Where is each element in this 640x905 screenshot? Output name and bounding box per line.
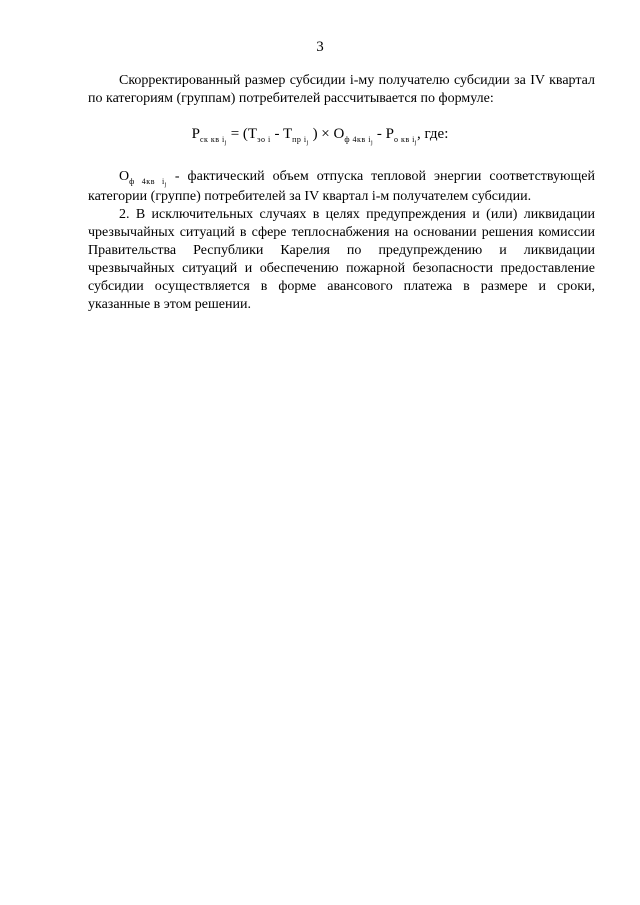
paragraph-2-line-2: чрезвычайных ситуаций в сфере теплоснабжения на основании решения комиссии <box>88 225 595 240</box>
paragraph-intro-line-1: Скорректированный размер субсидии i-му получателю субсидии за IV квартал <box>119 73 595 88</box>
formula-p-sub: ск кв ij <box>199 135 227 146</box>
formula-t2-sub: пр ij <box>292 135 309 146</box>
formula-minus-2: - P <box>373 126 394 142</box>
formula-p: P <box>191 126 200 142</box>
paragraph-exceptional-cases <box>88 206 595 314</box>
page-number: 3 <box>316 39 324 55</box>
definition-text: - фактический объем отпуска тепловой энергии соответствующей <box>166 169 596 184</box>
paragraph-intro <box>88 72 595 108</box>
formula-t1-sub: эо i <box>257 135 271 144</box>
paragraph-intro-line-2: по категориям (группам) потребителей рассчитывается по формуле: <box>88 91 494 106</box>
definition-symbol: $O_{ф 4кв i_j}$ <box>119 169 167 188</box>
formula-p2-sub: о кв ij <box>393 135 418 146</box>
paragraph-2-line-6: указанные в этом решении. <box>88 297 251 312</box>
formula-tail: , где: <box>417 126 449 142</box>
formula-o-sub: ф 4кв ij <box>344 135 374 146</box>
paragraph-2-line-5: субсидии осуществляется в форме авансового платежа в размере и сроки, <box>88 279 595 294</box>
formula-times: ) × O <box>308 126 345 142</box>
paragraph-2-line-1: 2. В исключительных случаях в целях предупреждения и (или) ликвидации <box>119 207 595 222</box>
formula <box>0 123 640 154</box>
paragraph-2-line-4: чрезвычайных ситуаций и обеспечению пожарной безопасности предоставление <box>88 261 595 276</box>
formula-minus-1: - T <box>270 126 293 142</box>
definition-line-2: категории (группе) потребителей за IV квартал i-м получателем субсидии. <box>88 189 532 204</box>
formula-eq-open: = (T <box>226 126 258 142</box>
paragraph-2-line-3: Правительства Республики Карелия по предупреждению и ликвидации <box>88 243 595 258</box>
